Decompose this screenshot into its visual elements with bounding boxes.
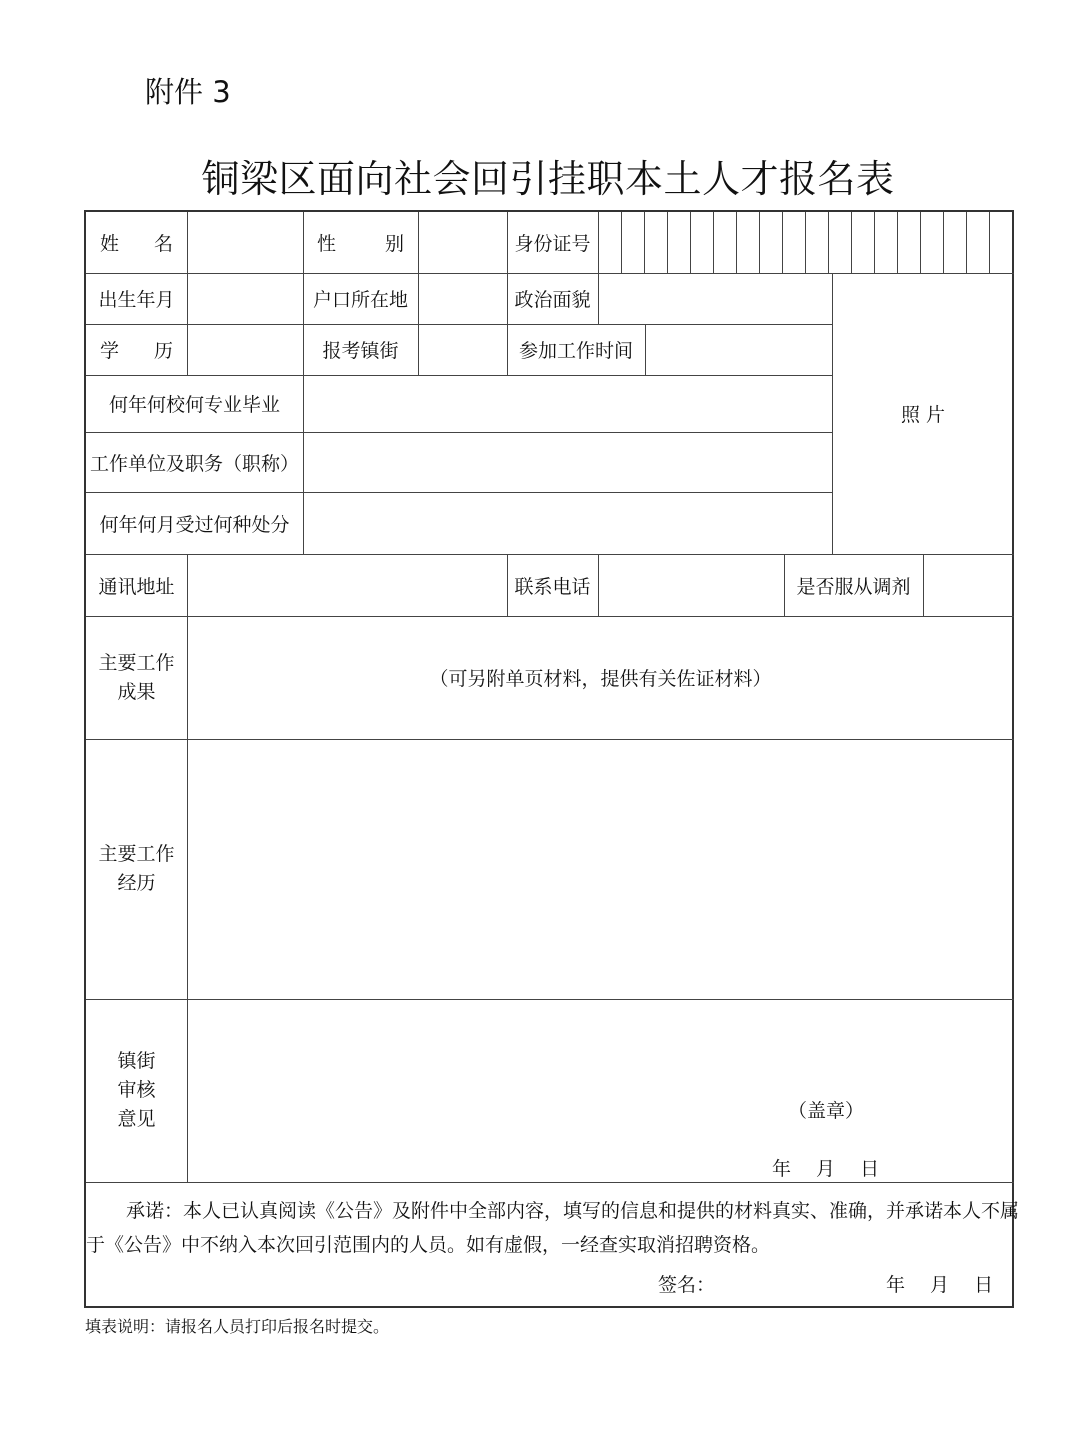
punishment-field[interactable] <box>304 493 832 554</box>
id-number-label: 身份证号 <box>514 233 591 255</box>
experience-label: 主要工作 经历 <box>98 843 175 894</box>
name-field[interactable] <box>189 212 303 273</box>
signature-field[interactable] <box>716 1267 876 1299</box>
adjust-field[interactable] <box>924 555 1014 616</box>
hukou-field[interactable] <box>419 274 507 324</box>
review-seal: （盖章） <box>788 1099 865 1122</box>
photo-box[interactable]: 照 片 <box>900 404 946 426</box>
review-field[interactable] <box>189 1000 1014 1182</box>
name-label: 姓 名 <box>100 233 173 255</box>
town-field[interactable] <box>419 325 507 375</box>
address-field[interactable] <box>189 555 507 616</box>
gender-field[interactable] <box>419 212 507 273</box>
employer-field[interactable] <box>304 433 832 492</box>
graduation-field[interactable] <box>304 376 832 432</box>
education-field[interactable] <box>189 325 303 375</box>
form-title: 铜梁区面向社会回引挂职本土人才报名表 <box>201 157 895 201</box>
employer-label: 工作单位及职务（职称） <box>89 452 299 475</box>
registration-form <box>84 210 1020 1308</box>
political-label: 政治面貌 <box>514 289 591 311</box>
town-label: 报考镇街 <box>322 340 399 362</box>
id-number-boxes[interactable] <box>599 212 1013 273</box>
achievements-field[interactable]: （可另附单页材料，提供有关佐证材料） <box>429 668 772 690</box>
experience-field[interactable] <box>189 740 1014 999</box>
phone-field[interactable] <box>599 555 784 616</box>
graduation-label: 何年何校何专业毕业 <box>108 394 280 416</box>
pledge-text: 承诺：本人已认真阅读《公告》及附件中全部内容，填写的信息和提供的材料真实、准确，并承诺本人不属 于《公告》中不纳入本次回引范围内的人员。如有虚假，一经查实取消招聘资格。 <box>86 1200 1020 1256</box>
hukou-label: 户口所在地 <box>312 289 408 311</box>
review-label: 镇街 审核 意见 <box>117 1050 156 1130</box>
pledge-date: 年 月 日 <box>886 1273 994 1296</box>
work-start-field[interactable] <box>646 325 832 375</box>
political-field[interactable] <box>599 274 832 324</box>
work-start-label: 参加工作时间 <box>518 340 633 362</box>
footnote: 填表说明：请报名人员打印后报名时提交。 <box>85 1317 390 1336</box>
address-label: 通讯地址 <box>98 575 175 598</box>
birth-field[interactable] <box>189 274 303 324</box>
adjust-label: 是否服从调剂 <box>796 575 911 598</box>
education-label: 学 历 <box>100 340 173 362</box>
gender-label: 性 别 <box>317 233 404 255</box>
phone-label: 联系电话 <box>514 575 591 598</box>
signature-label: 签名： <box>658 1273 716 1296</box>
punishment-label: 何年何月受过何种处分 <box>99 513 290 536</box>
achievements-label: 主要工作 成果 <box>98 651 175 703</box>
review-date: 年 月 日 <box>772 1157 880 1180</box>
birth-label: 出生年月 <box>98 289 175 311</box>
attachment-label: 附件 3 <box>145 75 231 109</box>
